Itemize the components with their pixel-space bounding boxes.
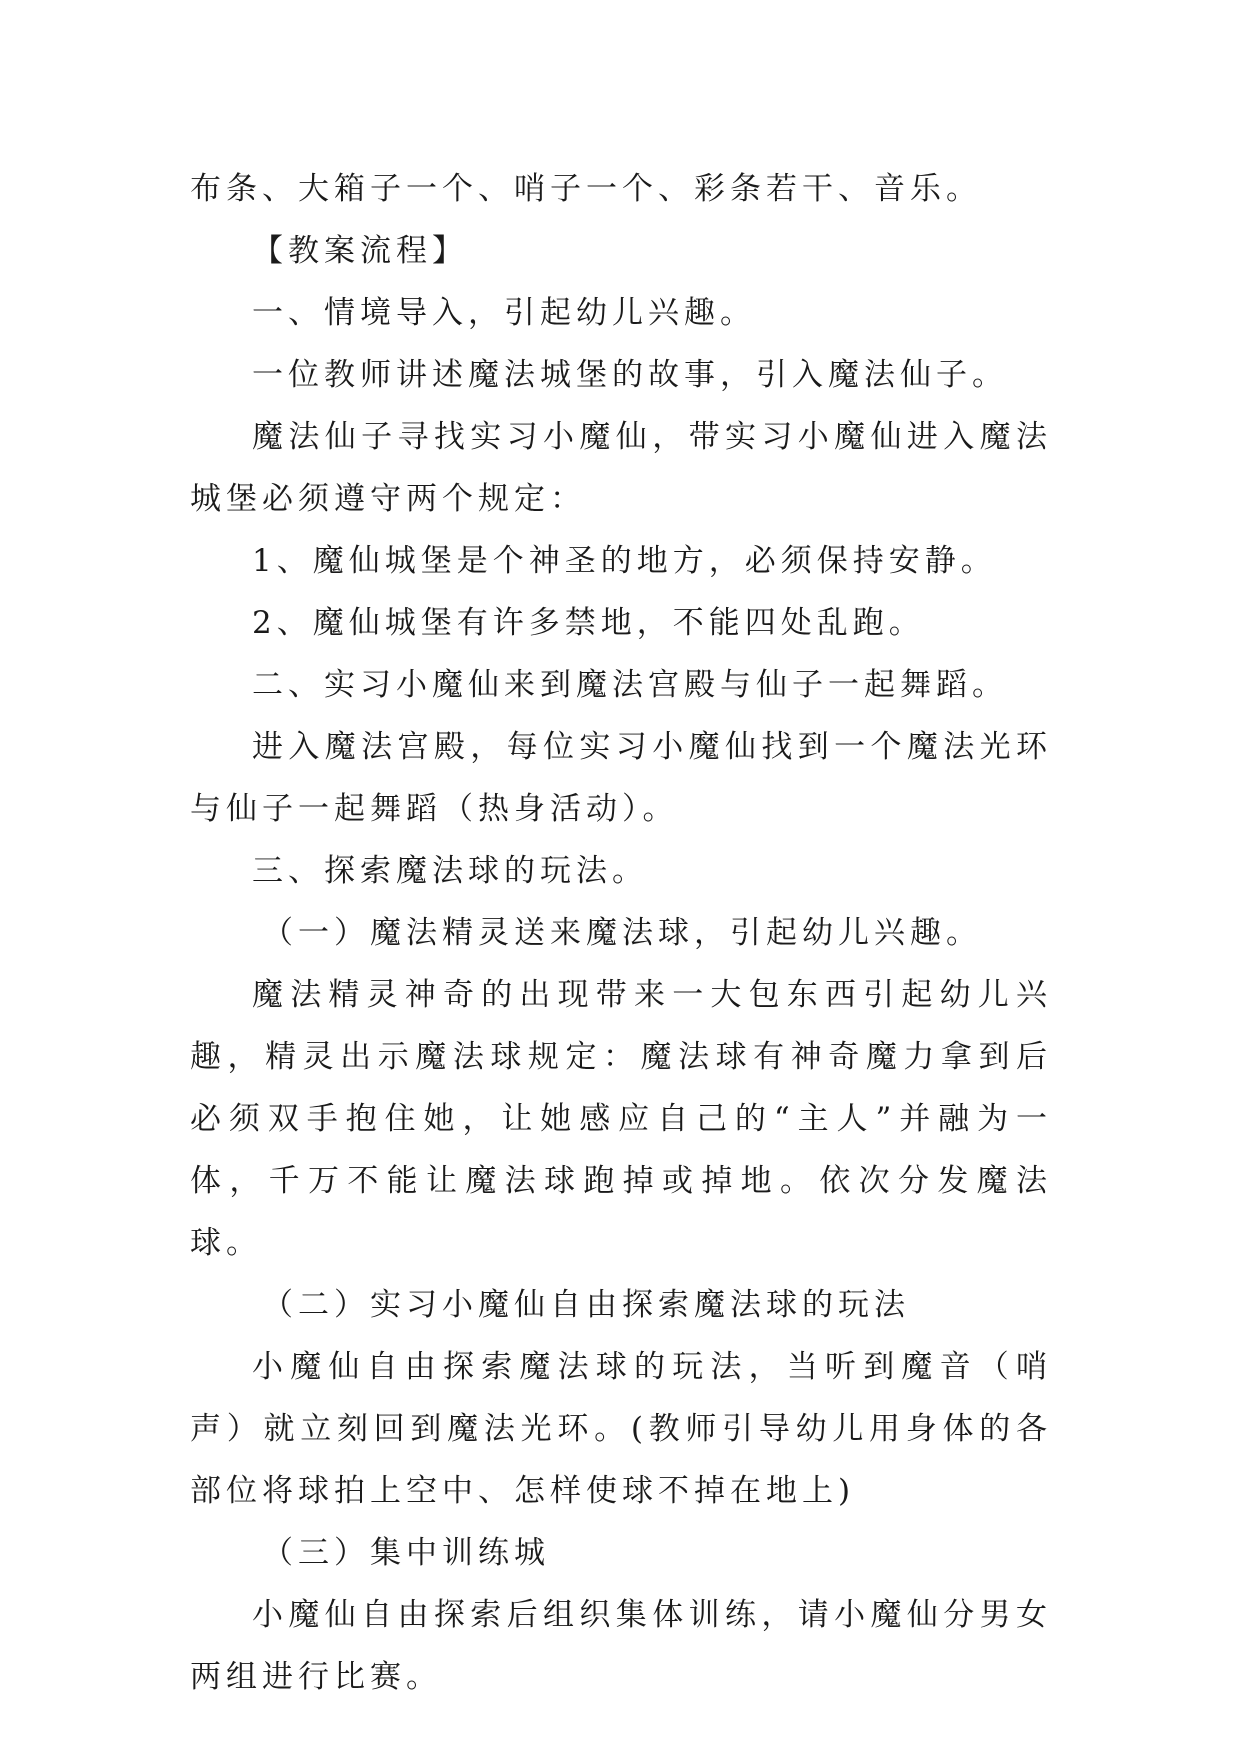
heading-lesson-flow: 【教案流程】	[252, 233, 468, 269]
paragraph-materials: 布条、大箱子一个、哨子一个、彩条若干、音乐。	[190, 171, 982, 207]
paragraph: 一位教师讲述魔法城堡的故事，引入魔法仙子。	[252, 357, 1008, 393]
paragraph: 进入魔法宫殿，每位实习小魔仙找到一个魔法光环与仙子一起舞蹈（热身活动）。	[190, 729, 1052, 827]
paragraph: 小魔仙自由探索后组织集体训练，请小魔仙分男女两组进行比赛。	[190, 1597, 1052, 1695]
heading-section-1: 一、情境导入，引起幼儿兴趣。	[252, 295, 756, 331]
subheading-3: （三）集中训练城	[262, 1535, 550, 1571]
heading-section-2: 二、实习小魔仙来到魔法宫殿与仙子一起舞蹈。	[252, 667, 1008, 703]
list-item-rule-1: 1、魔仙城堡是个神圣的地方，必须保持安静。	[252, 543, 997, 579]
heading-section-3: 三、探索魔法球的玩法。	[252, 853, 648, 889]
subheading-1: （一）魔法精灵送来魔法球，引起幼儿兴趣。	[262, 915, 982, 951]
list-item-rule-2: 2、魔仙城堡有许多禁地，不能四处乱跑。	[252, 605, 925, 641]
paragraph: 魔法仙子寻找实习小魔仙，带实习小魔仙进入魔法城堡必须遵守两个规定：	[190, 419, 1052, 517]
paragraph: 魔法精灵神奇的出现带来一大包东西引起幼儿兴趣，精灵出示魔法球规定：魔法球有神奇魔力拿到后必须双手抱住她，让她感应自己的“主人”并融为一体，千万不能让魔法球跑掉或掉地。依次分发魔法球。	[190, 977, 1052, 1261]
body-text	[190, 158, 1052, 1708]
paragraph: 小魔仙自由探索魔法球的玩法，当听到魔音（哨声）就立刻回到魔法光环。(教师引导幼儿用身体的各部位将球拍上空中、怎样使球不掉在地上)	[190, 1349, 1052, 1509]
subheading-2: （二）实习小魔仙自由探索魔法球的玩法	[262, 1287, 910, 1323]
